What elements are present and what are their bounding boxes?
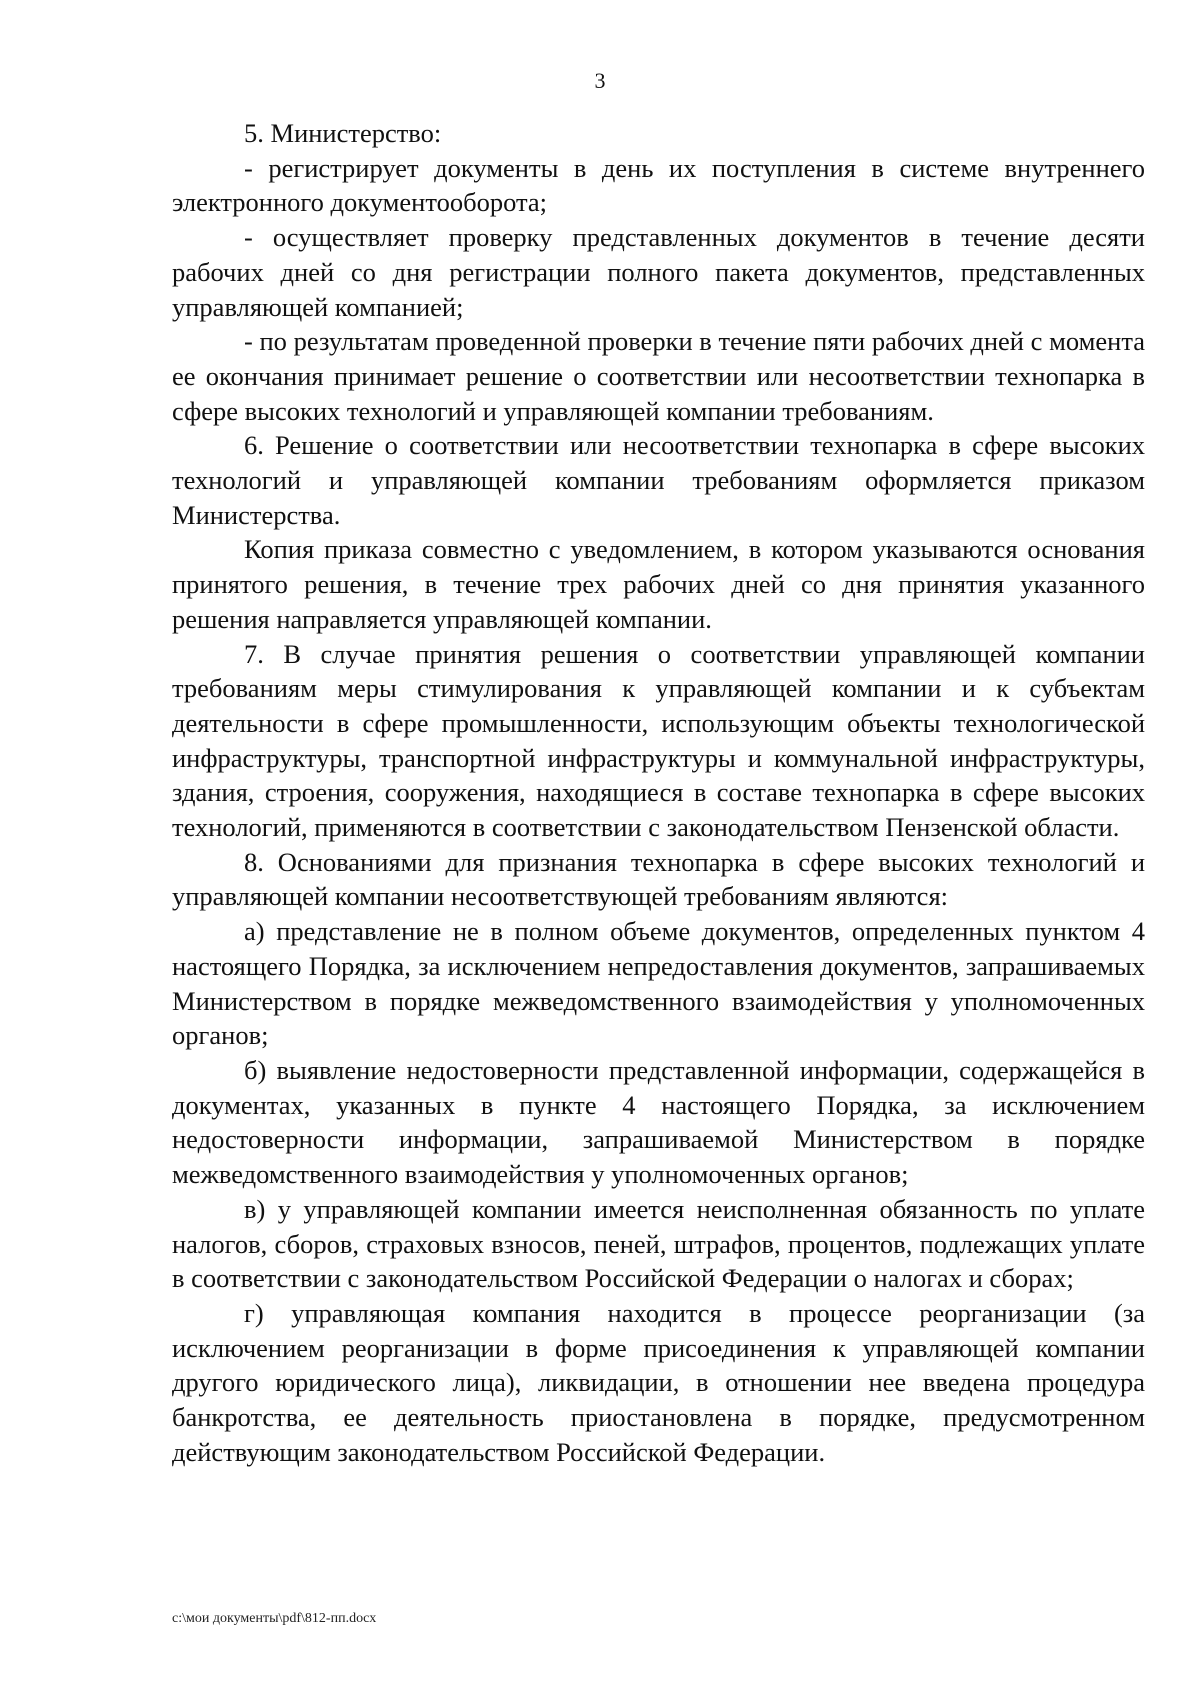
paragraph-order-copy: Копия приказа совместно с уведомлением, в котором указываются основания принятого решения, в течение трех рабочих дней со дня принятия указанного решения направляется управляющей компании. bbox=[172, 534, 1145, 634]
paragraph-checks-documents: - осуществляет проверку представленных документов в течение десяти рабочих дней со дня регистрации полного пакета документов, представленных управляющей компанией; bbox=[172, 222, 1145, 322]
paragraph-item-8-v: в) у управляющей компании имеется неисполненная обязанность по уплате налогов, сборов, страховых взносов, пеней, штрафов, процентов, подлежащих уплате в соответствии с законодательством Российской Федерации о налогах и сборах; bbox=[172, 1193, 1145, 1294]
page-number: 3 bbox=[594, 68, 606, 93]
paragraph-item-8-a: а) представление не в полном объеме документов, определенных пунктом 4 настоящего Порядка, за исключением непредоставления документов, запрашиваемых Министерством в порядке межведомственного взаимодействия у уполномоченных органов; bbox=[172, 916, 1145, 1051]
paragraph-item-8-b: б) выявление недостоверности представленной информации, содержащейся в документах, указанных в пункте 4 настоящего Порядка, за исключением недостоверности информации, запрашиваемой Министерством в порядке межведомственного взаимодействия у уполномоченных органов; bbox=[172, 1054, 1145, 1190]
document-body bbox=[172, 116, 1145, 1469]
paragraph-item-7: 7. В случае принятия решения о соответствии управляющей компании требованиям меры стимулирования к управляющей компании и к субъектам деятельности в сфере промышленности, использующим объекты технологической инфраструктуры, транспортной инфраструктуры и коммунальной инфраструктуры, здания, строения, сооружения, находящиеся в составе технопарка в сфере высоких технологий, применяются в соответствии с законодательством Пензенской области. bbox=[172, 638, 1145, 843]
paragraph-item-8-g: г) управляющая компания находится в процессе реорганизации (за исключением реорганизации в форме присоединения к управляющей компании другого юридического лица), ликвидации, в отношении нее введена процедура банкротства, ее деятельность приостановлена в порядке, предусмотренном действующим законодательством Российской Федерации. bbox=[172, 1297, 1145, 1467]
paragraph-item-6: 6. Решение о соответствии или несоответствии технопарка в сфере высоких технологий и управляющей компании требованиям оформляется приказом Министерства. bbox=[172, 430, 1145, 530]
footer-file-path: c:\мои документы\pdf\812-пп.docx bbox=[172, 1611, 377, 1626]
paragraph-registers-documents: - регистрирует документы в день их поступления в системе внутреннего электронного документооборота; bbox=[172, 152, 1145, 218]
paragraph-item-8: 8. Основаниями для признания технопарка в сфере высоких технологий и управляющей компании несоответствующей требованиям являются: bbox=[172, 846, 1145, 912]
paragraph-makes-decision: - по результатам проведенной проверки в течение пяти рабочих дней с момента ее окончания принимает решение о соответствии или несоответствии технопарка в сфере высоких технологий и управляющей компании требованиям. bbox=[172, 326, 1145, 426]
paragraph-item-5-heading: 5. Министерство: bbox=[244, 118, 442, 148]
